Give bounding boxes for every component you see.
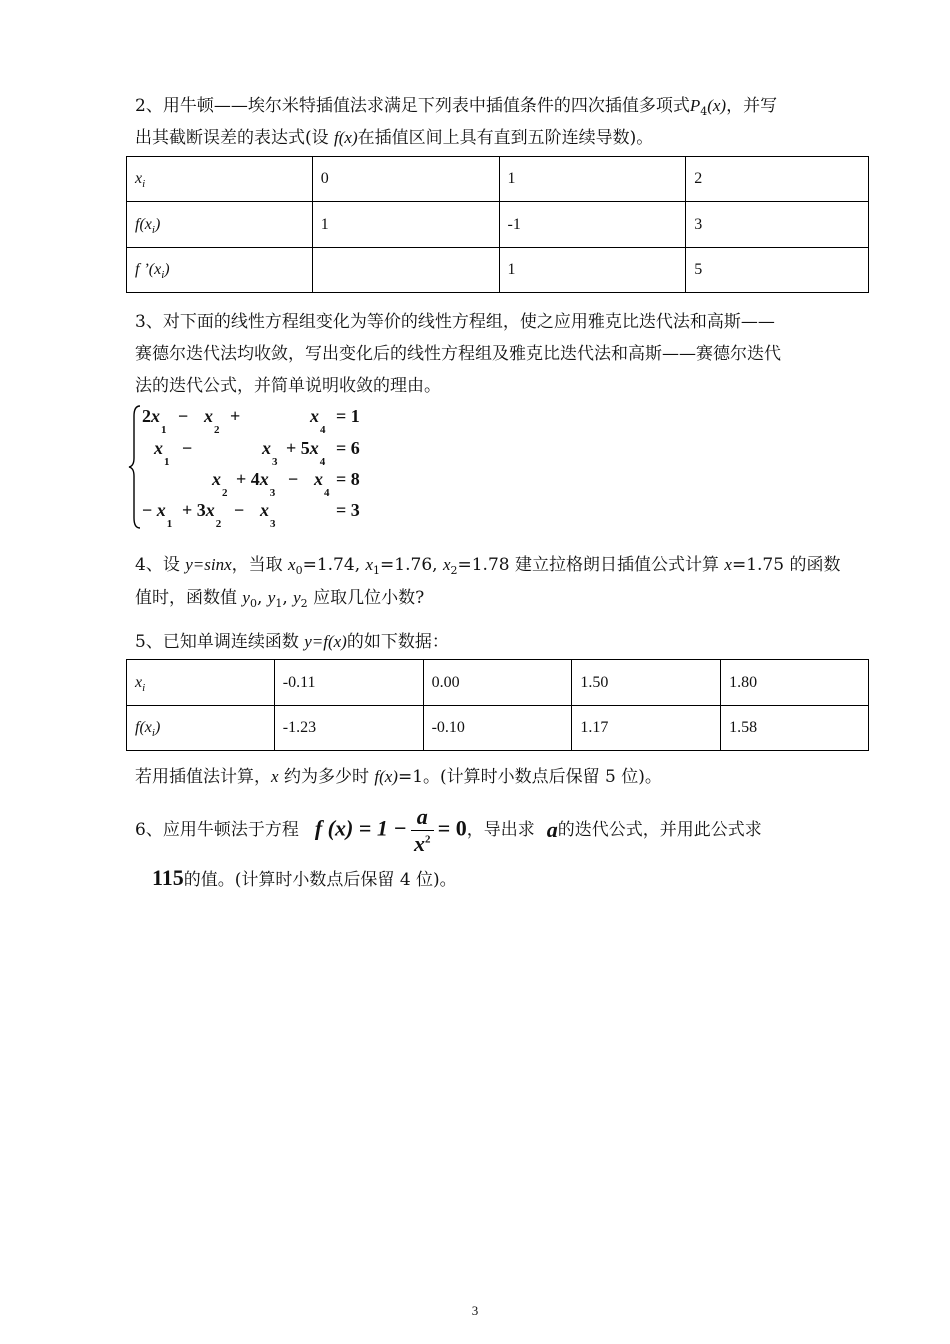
q5-line1: 5、已知单调连续函数 y=f(x)的如下数据： (135, 632, 449, 652)
q4-line2: 值时，函数值 $y_0$, $y_1$, $y_2$ 应取几位小数? (135, 588, 425, 610)
table-cell: 1 (499, 157, 686, 202)
table-cell: 2 (686, 157, 869, 202)
q5-row-header: $x_i$ (127, 660, 275, 706)
table-cell (312, 248, 499, 293)
q5-row-header: $f(x_i)$ (127, 706, 275, 751)
table-cell: 1.50 (572, 660, 721, 706)
q6-equation: f (x) = 1 − $\frac{a}{x^2}$ = 0 (314, 803, 467, 856)
table-cell: 0 (312, 157, 499, 202)
linear-system: 2x1 − x2 + x4 = 1 x1 − x3 + 5x4 = 6 x2 + 4x3 − x4 = 8 − x1 + 3x2 − x3 = 3 (128, 402, 388, 532)
table-cell: -1 (499, 202, 686, 248)
q3-line1: 3、对下面的线性方程组变化为等价的线性方程组，使之应用雅克比迭代法和高斯—— (135, 312, 775, 332)
table-cell: 1.80 (721, 660, 869, 706)
table-row (127, 248, 869, 293)
table-cell: 0.00 (423, 660, 572, 706)
q2-row-header: $x_i$ (127, 157, 313, 202)
table-row (127, 202, 869, 248)
table-cell: 3 (686, 202, 869, 248)
table-cell: -1.23 (274, 706, 423, 751)
table-cell: 5 (686, 248, 869, 293)
q5-table (126, 659, 869, 751)
page-number: 3 (471, 1303, 479, 1318)
q2-line1: 2、用牛顿——埃尔米特插值法求满足下列表中插值条件的四次插值多项式$P_4(x)$，并写 (135, 96, 778, 118)
q2-row-header: $f(x_i)$ (127, 202, 313, 248)
table-cell: -0.11 (274, 660, 423, 706)
left-brace-icon (128, 402, 142, 532)
q3-line3: 法的迭代公式，并简单说明收敛的理由。 (135, 376, 441, 396)
table-cell: 1.17 (572, 706, 721, 751)
q2-row-header: f $’(x_i)$ (127, 248, 313, 293)
q3-line2: 赛德尔迭代法均收敛，写出变化后的线性方程组及雅克比迭代法和高斯——赛德尔迭代 (135, 344, 781, 364)
q6-line2: 115的值。(计算时小数点后保留 4 位)。 (152, 865, 457, 890)
table-row (127, 706, 869, 751)
q6-line1: 6、应用牛顿法于方程 f (x) = 1 − $\frac{a}{x^2}$ = 0 ，导出求 a 的迭代公式，并用此公式求 (135, 803, 762, 856)
q2-table (126, 156, 869, 293)
table-cell: 1 (312, 202, 499, 248)
table-cell: 1 (499, 248, 686, 293)
table-cell: -0.10 (423, 706, 572, 751)
table-row (127, 157, 869, 202)
q2-line2: 出其截断误差的表达式(设 f(x)在插值区间上具有直到五阶连续导数)。 (135, 128, 654, 148)
table-cell: 1.58 (721, 706, 869, 751)
table-row (127, 660, 869, 706)
q5-after: 若用插值法计算，x 约为多少时 f(x)=1。(计算时小数点后保留 5 位)。 (135, 767, 662, 787)
q4-line1: 4、设 y=sinx，当取 $x_0=1.74$, $x_1=1.76$, $x_2=1.78$ 建立拉格朗日插值公式计算 x=1.75 的函数 (135, 555, 841, 577)
